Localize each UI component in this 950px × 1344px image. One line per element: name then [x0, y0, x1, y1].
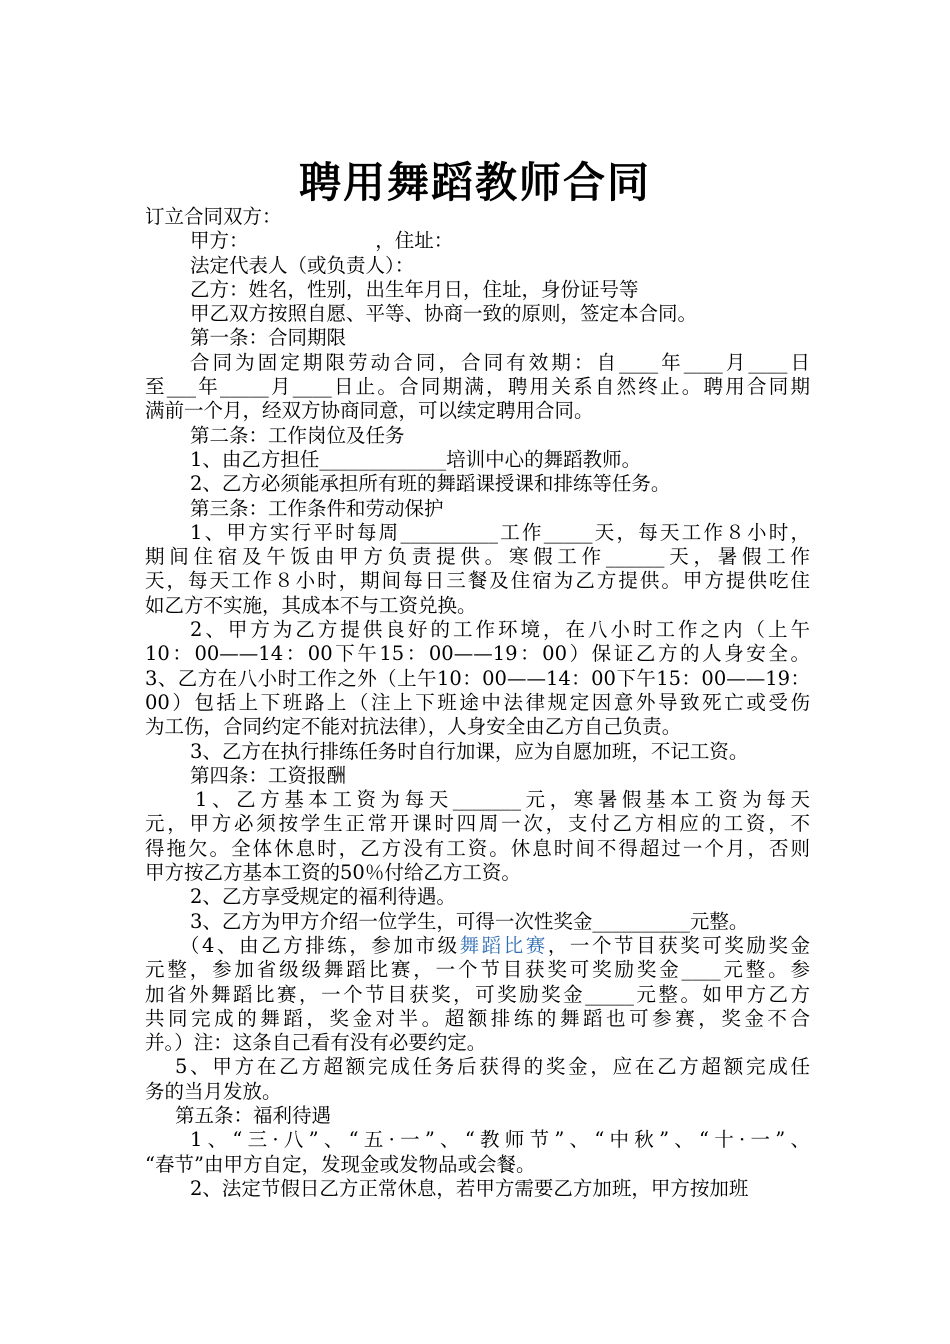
text-line: 加省外舞蹈比赛，一个节目获奖，可奖励奖金_____元整。如甲方乙方	[145, 982, 810, 1006]
text-segment: （4、由乙方排练，参加市级	[180, 933, 460, 957]
text-line: 如乙方不实施，其成本不与工资兑换。	[145, 593, 477, 617]
text-line: 法定代表人（或负责人）：	[190, 253, 415, 277]
text-line: 为工伤，合同约定不能对抗法律），人身安全由乙方自己负责。	[145, 715, 682, 739]
dance-competition-link[interactable]: 舞蹈比赛	[459, 933, 548, 957]
text-line: 3、乙方在八小时工作之外（上午10：00——14：00下午15：00——19：	[145, 666, 810, 690]
document-body	[145, 205, 810, 1201]
text-line: 00）包括上下班路上（注上下班途中法律规定因意外导致死亡或受伤	[145, 690, 810, 714]
text-line: 并。）注：这条自己看有没有必要约定。	[145, 1031, 487, 1055]
text-line: 甲方： ，住址：	[190, 229, 454, 253]
text-line: 得拖欠。全体休息时，乙方没有工资。休息时间不得超过一个月，否则	[145, 836, 810, 860]
text-line: 2、法定节假日乙方正常休息，若甲方需要乙方加班，甲方按加班	[190, 1176, 749, 1200]
section-heading: 第二条：工作岗位及任务	[190, 423, 405, 447]
text-line: 乙方：姓名，性别，出生年月日，住址，身份证号等	[190, 277, 639, 301]
text-line: 10：00——14：00下午15：00——19：00）保证乙方的人身安全。	[145, 642, 810, 666]
text-line: 1、“三·八”、“五·一”、“教师节”、“中秋”、“十·一”、	[190, 1128, 810, 1152]
text-line: 合同为固定期限劳动合同，合同有效期：自____年____月____日	[190, 350, 810, 374]
text-line: 满前一个月，经双方协商同意，可以续定聘用合同。	[145, 399, 594, 423]
text-line: 订立合同双方：	[145, 205, 282, 228]
text-line: 2、甲方为乙方提供良好的工作环境，在八小时工作之内（上午	[190, 618, 810, 642]
document-title: 聘用舞蹈教师合同	[298, 158, 651, 207]
text-line: 元整，参加省级级舞蹈比赛，一个节目获奖可奖励奖金____元整。参	[145, 958, 810, 982]
text-line: 2、乙方享受规定的福利待遇。	[190, 885, 456, 909]
text-line: 甲乙双方按照自愿、平等、协商一致的原则，签定本合同。	[190, 302, 698, 326]
text-line	[145, 934, 810, 958]
text-line: 2、乙方必须能承担所有班的舞蹈课授课和排练等任务。	[190, 472, 671, 496]
text-line: 1、由乙方担任_____________培训中心的舞蹈教师。	[190, 447, 642, 471]
text-line: 5、甲方在乙方超额完成任务后获得的奖金，应在乙方超额完成任	[175, 1055, 810, 1079]
text-line: 1、乙方基本工资为每天_______元，寒暑假基本工资为每天	[195, 788, 810, 812]
text-segment: ，一个节目获奖可奖励奖金	[547, 933, 810, 957]
text-line: 务的当月发放。	[145, 1079, 282, 1103]
section-heading: 第一条：合同期限	[190, 326, 347, 350]
text-line: 天，每天工作８小时，期间每日三餐及住宿为乙方提供。甲方提供吃住	[145, 569, 810, 593]
section-heading: 第三条：工作条件和劳动保护	[190, 496, 444, 520]
text-line: 元，甲方必须按学生正常开课时四周一次，支付乙方相应的工资，不	[145, 812, 810, 836]
section-heading: 第四条：工资报酬	[190, 763, 347, 787]
section-heading: 第五条：福利待遇	[175, 1103, 332, 1127]
text-line: 共同完成的舞蹈，奖金对半。超额排练的舞蹈也可参赛，奖金不合	[145, 1006, 810, 1030]
text-line: 至___年_____月____日止。合同期满，聘用关系自然终止。聘用合同期	[145, 375, 810, 399]
text-line: 3、乙方为甲方介绍一位学生，可得一次性奖金__________元整。	[190, 909, 749, 933]
text-line: 甲方按乙方基本工资的50％付给乙方工资。	[145, 861, 521, 885]
text-line: 期间住宿及午饭由甲方负责提供。寒假工作______天，暑假工作	[145, 545, 810, 569]
text-line: “春节”由甲方自定，发现金或发物品或会餐。	[145, 1152, 536, 1176]
text-line: 1、甲方实行平时每周__________工作_____天，每天工作８小时，	[190, 520, 810, 544]
text-line: 3、乙方在执行排练任务时自行加课，应为自愿加班，不记工资。	[190, 739, 749, 763]
